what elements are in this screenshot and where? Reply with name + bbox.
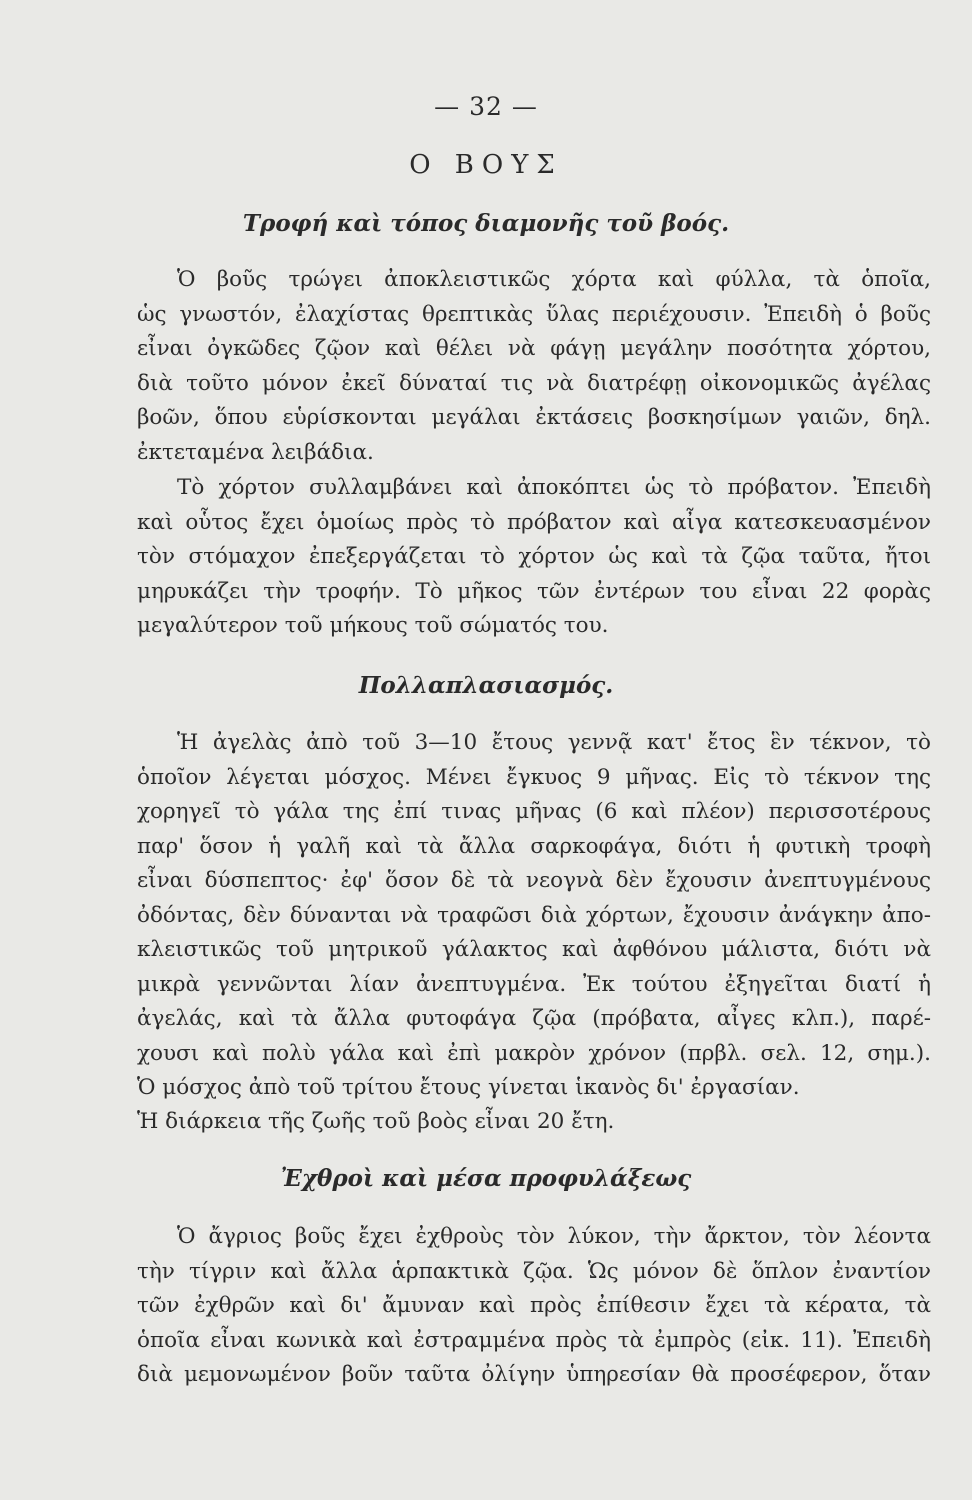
text-line: βοῶν, ὅπου εὑρίσκονται μεγάλαι ἐκτάσεις βοσκησίμων γαιῶν, δηλ. bbox=[137, 405, 931, 430]
text-line: ὡς γνωστόν, ἐλαχίστας θρεπτικὰς ὕλας περιέχουσιν. Ἐπειδὴ ὁ βοῦς bbox=[137, 301, 931, 327]
text-line: Ὁ μόσχος ἀπὸ τοῦ τρίτου ἔτους γίνεται ἱκανὸς δι' ἐργασίαν. bbox=[137, 1075, 800, 1100]
text-line: χορηγεῖ τὸ γάλα της ἐπί τινας μῆνας (6 καὶ πλέον) περισσοτέρους bbox=[137, 799, 931, 824]
text-line: ἀγελάς, καὶ τὰ ἄλλα φυτοφάγα ζῷα (πρόβατα, αἶγες κλπ.), παρέ- bbox=[137, 1006, 931, 1031]
text-line: κλειστικῶς τοῦ μητρικοῦ γάλακτος καὶ ἀφθόνου μάλιστα, διότι νὰ bbox=[137, 937, 931, 962]
text-line: τὸν στόμαχον ἐπεξεργάζεται τὸ χόρτον ὡς καὶ τὰ ζῷα ταῦτα, ἤτοι bbox=[137, 544, 931, 569]
text-line: Τὸ χόρτον συλλαμβάνει καὶ ἀποκόπτει ὡς τὸ πρόβατον. Ἐπειδὴ bbox=[177, 475, 931, 500]
text-line: διὰ τοῦτο μόνον ἐκεῖ δύναταί τις νὰ διατρέφῃ οἰκονομικῶς ἀγέλας bbox=[137, 370, 931, 396]
section-heading-food: Τροφή καὶ τόπος διαμονῆς τοῦ βοός. bbox=[242, 210, 730, 237]
paragraph-enemies-1 bbox=[137, 1220, 931, 1393]
text-line: χουσι καὶ πολὺ γάλα καὶ ἐπὶ μακρὸν χρόνον (πρβλ. σελ. 12, σημ.). bbox=[137, 1040, 931, 1066]
paragraph-reproduction-2 bbox=[137, 1071, 931, 1106]
text-line: ἐκτεταμένα λειβάδια. bbox=[137, 439, 374, 465]
section-heading-enemies: Ἐχθροὶ καὶ μέσα προφυλάξεως bbox=[280, 1165, 692, 1192]
text-line: Ὁ βοῦς τρώγει ἀποκλειστικῶς χόρτα καὶ φύλλα, τὰ ὁποῖα, bbox=[177, 267, 931, 292]
text-line: τῶν ἐχθρῶν καὶ δι' ἄμυναν καὶ πρὸς ἐπίθεσιν ἔχει τὰ κέρατα, τὰ bbox=[137, 1293, 931, 1318]
text-line: μεγαλύτερον τοῦ μήκους τοῦ σώματός του. bbox=[137, 613, 609, 638]
text-line: εἶναι δύσπεπτος· ἐφ' ὅσον δὲ τὰ νεογνὰ δὲν ἔχουσιν ἀνεπτυγμένους bbox=[137, 868, 931, 893]
text-line: μικρὰ γεννῶνται λίαν ἀνεπτυγμένα. Ἐκ τούτου ἐξηγεῖται διατί ἡ bbox=[137, 971, 931, 997]
text-line: καὶ οὗτος ἔχει ὁμοίως πρὸς τὸ πρόβατον καὶ αἶγα κατεσκευασμένον bbox=[137, 509, 931, 535]
paragraph-reproduction-1 bbox=[137, 726, 931, 1071]
paragraph-food-1 bbox=[137, 263, 931, 470]
paragraph-food-2 bbox=[137, 471, 931, 644]
text-line: εἶναι ὀγκῶδες ζῷον καὶ θέλει νὰ φάγῃ μεγάλην ποσότητα χόρτου, bbox=[137, 336, 931, 361]
section-heading-reproduction: Πολλαπλασιασμός. bbox=[358, 672, 614, 699]
chapter-title: Ο ΒΟΥΣ bbox=[409, 150, 563, 180]
text-line: μηρυκάζει τὴν τροφήν. Τὸ μῆκος τῶν ἐντέρων του εἶναι 22 φορὰς bbox=[137, 578, 931, 604]
text-line: Ὁ ἄγριος βοῦς ἔχει ἐχθροὺς τὸν λύκον, τὴν ἄρκτον, τὸν λέοντα bbox=[177, 1224, 931, 1249]
text-line: παρ' ὅσον ἡ γαλῆ καὶ τὰ ἄλλα σαρκοφάγα, διότι ἡ φυτικὴ τροφὴ bbox=[137, 833, 931, 859]
text-line: ὁποῖα εἶναι κωνικὰ καὶ ἐστραμμένα πρὸς τὰ ἐμπρὸς (εἰκ. 11). Ἐπειδὴ bbox=[137, 1327, 931, 1353]
text-line: ὁποῖον λέγεται μόσχος. Μένει ἔγκυος 9 μῆνας. Εἰς τὸ τέκνον της bbox=[137, 764, 931, 790]
page-number: — 32 — bbox=[434, 92, 538, 121]
paragraph-reproduction-3 bbox=[137, 1105, 931, 1140]
text-line: Ἡ ἀγελὰς ἀπὸ τοῦ 3—10 ἔτους γεννᾷ κατ' ἔτος ἓν τέκνον, τὸ bbox=[177, 730, 931, 755]
text-line: διὰ μεμονωμένον βοῦν ταῦτα ὀλίγην ὑπηρεσίαν θὰ προσέφερον, ὅταν bbox=[137, 1362, 931, 1387]
text-line: τὴν τίγριν καὶ ἄλλα ἁρπακτικὰ ζῷα. Ὡς μόνον δὲ ὅπλον ἐναντίον bbox=[137, 1258, 931, 1284]
text-line: Ἡ διάρκεια τῆς ζωῆς τοῦ βοὸς εἶναι 20 ἔτη. bbox=[137, 1109, 615, 1134]
text-line: ὀδόντας, δὲν δύνανται νὰ τραφῶσι διὰ χόρτων, ἔχουσιν ἀνάγκην ἀπο- bbox=[137, 902, 931, 928]
